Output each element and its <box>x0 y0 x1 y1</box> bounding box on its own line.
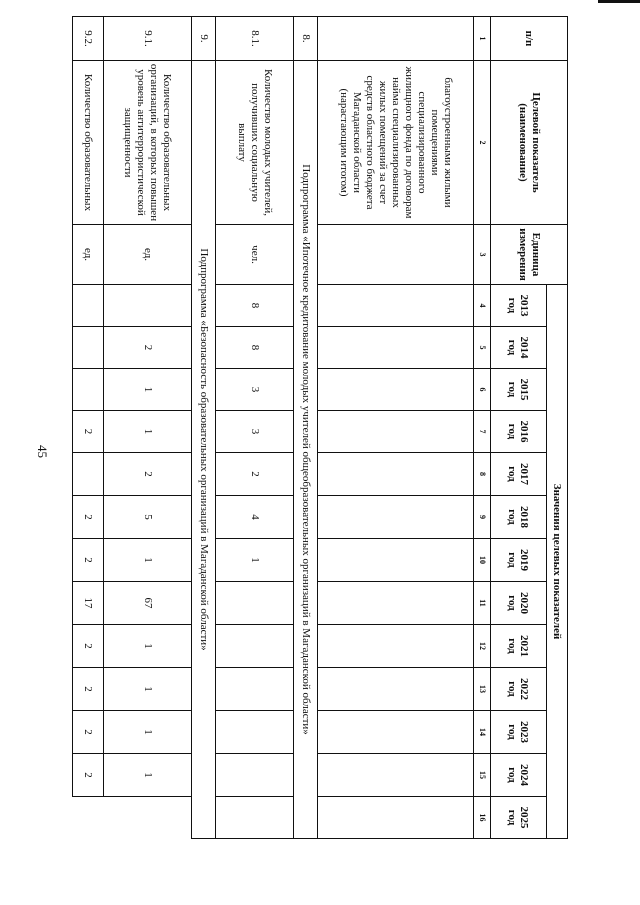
col-num-5: 5 <box>474 327 491 369</box>
column-numbers-row <box>474 17 491 839</box>
row-8-1-value <box>216 711 294 754</box>
subprogram-8-pn: 8. <box>294 17 318 61</box>
year-2017: 2017 год <box>491 453 547 496</box>
row-cont-value <box>318 539 474 582</box>
row-8-1-name: Количество молодых учителей, получивших социальную выплату <box>216 61 294 225</box>
header-unit: Единица измерения <box>491 225 568 285</box>
year-2019: 2019 год <box>491 539 547 582</box>
col-num-6: 6 <box>474 369 491 411</box>
rotated-table-page <box>66 16 568 838</box>
row-9-1-value: 1 <box>104 668 192 711</box>
row-9-1-value: 1 <box>104 411 192 453</box>
subprogram-9-row <box>192 17 216 839</box>
subprogram-8-row <box>294 17 318 839</box>
top-edge-mark <box>598 0 640 3</box>
row-8-1-value <box>216 625 294 668</box>
row-cont-value <box>318 797 474 839</box>
col-num-1: 1 <box>474 17 491 61</box>
table-row-9-1 <box>104 17 192 839</box>
row-9-2-value <box>73 453 104 496</box>
row-cont-value <box>318 369 474 411</box>
row-9-1-value: 1 <box>104 539 192 582</box>
row-9-1-unit: ед. <box>104 225 192 285</box>
year-2018: 2018 год <box>491 496 547 539</box>
row-cont-value <box>318 711 474 754</box>
header-values-title: Значения целевых показателей <box>547 285 568 839</box>
row-9-2-value: 2 <box>73 496 104 539</box>
year-2015: 2015 год <box>491 369 547 411</box>
row-9-1-pn: 9.1. <box>104 17 192 61</box>
page-number: 45 <box>35 445 50 458</box>
row-8-1-unit: чел. <box>216 225 294 285</box>
row-9-2-value <box>73 327 104 369</box>
row-9-1-value <box>104 285 192 327</box>
row-9-2-value: 2 <box>73 754 104 797</box>
table-row-9-2 <box>73 17 104 839</box>
row-9-2-value: 2 <box>73 539 104 582</box>
header-pn: п/п <box>491 17 568 61</box>
year-2016: 2016 год <box>491 411 547 453</box>
row-9-1-name: Количество образовательных организаций, в которых повышен уровень антитеррористической защищенности <box>104 61 192 225</box>
row-8-1-pn: 8.1. <box>216 17 294 61</box>
row-9-2-value: 17 <box>73 582 104 625</box>
year-2013: 2013 год <box>491 285 547 327</box>
row-9-2-value <box>73 369 104 411</box>
row-8-1-value: 3 <box>216 411 294 453</box>
row-cont-value <box>318 625 474 668</box>
col-num-16: 16 <box>474 797 491 839</box>
year-2021: 2021 год <box>491 625 547 668</box>
col-num-2: 2 <box>474 61 491 225</box>
row-8-1-value: 4 <box>216 496 294 539</box>
year-2014: 2014 год <box>491 327 547 369</box>
row-cont-value <box>318 668 474 711</box>
row-9-1-value: 67 <box>104 582 192 625</box>
row-cont-value <box>318 496 474 539</box>
row-8-1-value: 8 <box>216 285 294 327</box>
row-8-1-value: 3 <box>216 369 294 411</box>
col-num-10: 10 <box>474 539 491 582</box>
row-9-1-value: 1 <box>104 711 192 754</box>
row-8-1-value <box>216 582 294 625</box>
row-cont-value <box>318 285 474 327</box>
row-9-2-unit: ед. <box>73 225 104 285</box>
row-9-2-value <box>73 285 104 327</box>
subprogram-8-title: Подпрограмма «Ипотечное кредитование молодых учителей общеобразовательных организаций в Магаданской области» <box>294 61 318 839</box>
row-9-2-value: 2 <box>73 668 104 711</box>
row-9-1-value: 1 <box>104 754 192 797</box>
row-9-2-value: 2 <box>73 625 104 668</box>
row-cont-value <box>318 411 474 453</box>
col-num-15: 15 <box>474 754 491 797</box>
row-8-1-value <box>216 668 294 711</box>
row-9-2-value: 2 <box>73 711 104 754</box>
col-num-12: 12 <box>474 625 491 668</box>
row-9-2-pn: 9.2. <box>73 17 104 61</box>
row-9-1-value: 2 <box>104 453 192 496</box>
col-num-11: 11 <box>474 582 491 625</box>
table-row-continuation <box>318 17 474 839</box>
row-8-1-value: 1 <box>216 539 294 582</box>
col-num-3: 3 <box>474 225 491 285</box>
row-cont-value <box>318 327 474 369</box>
row-8-1-value <box>216 754 294 797</box>
year-2023: 2023 год <box>491 711 547 754</box>
col-num-4: 4 <box>474 285 491 327</box>
row-9-1-value: 1 <box>104 369 192 411</box>
row-cont-value <box>318 754 474 797</box>
row-9-1-value: 2 <box>104 327 192 369</box>
row-8-1-value <box>216 797 294 839</box>
col-num-7: 7 <box>474 411 491 453</box>
col-num-13: 13 <box>474 668 491 711</box>
row-9-2-name: Количество образовательных <box>73 61 104 225</box>
col-num-8: 8 <box>474 453 491 496</box>
table-row-8-1 <box>216 17 294 839</box>
col-num-14: 14 <box>474 711 491 754</box>
row-cont-name: благоустроенными жилыми помещениями специализированного жилищного фонда по договорам найма специализированных жилых помещений за счет средств областного бюджета Магаданской области (нарастающим итогом) <box>318 61 474 225</box>
subprogram-9-title: Подпрограмма «Безопасность образовательных организаций в Магаданской области» <box>192 61 216 839</box>
target-indicators-table <box>72 16 568 839</box>
header-name: Целевой показатель (наименование) <box>491 61 568 225</box>
row-cont-value <box>318 582 474 625</box>
year-2025: 2025 год <box>491 797 547 839</box>
year-2024: 2024 год <box>491 754 547 797</box>
year-2022: 2022 год <box>491 668 547 711</box>
subprogram-9-pn: 9. <box>192 17 216 61</box>
row-cont-pn <box>318 17 474 61</box>
year-2020: 2020 год <box>491 582 547 625</box>
row-cont-value <box>318 453 474 496</box>
header-row-1 <box>547 17 568 839</box>
col-num-9: 9 <box>474 496 491 539</box>
row-8-1-value: 8 <box>216 327 294 369</box>
row-9-1-value: 5 <box>104 496 192 539</box>
row-8-1-value: 2 <box>216 453 294 496</box>
row-9-1-value: 1 <box>104 625 192 668</box>
row-cont-unit <box>318 225 474 285</box>
row-9-2-value: 2 <box>73 411 104 453</box>
